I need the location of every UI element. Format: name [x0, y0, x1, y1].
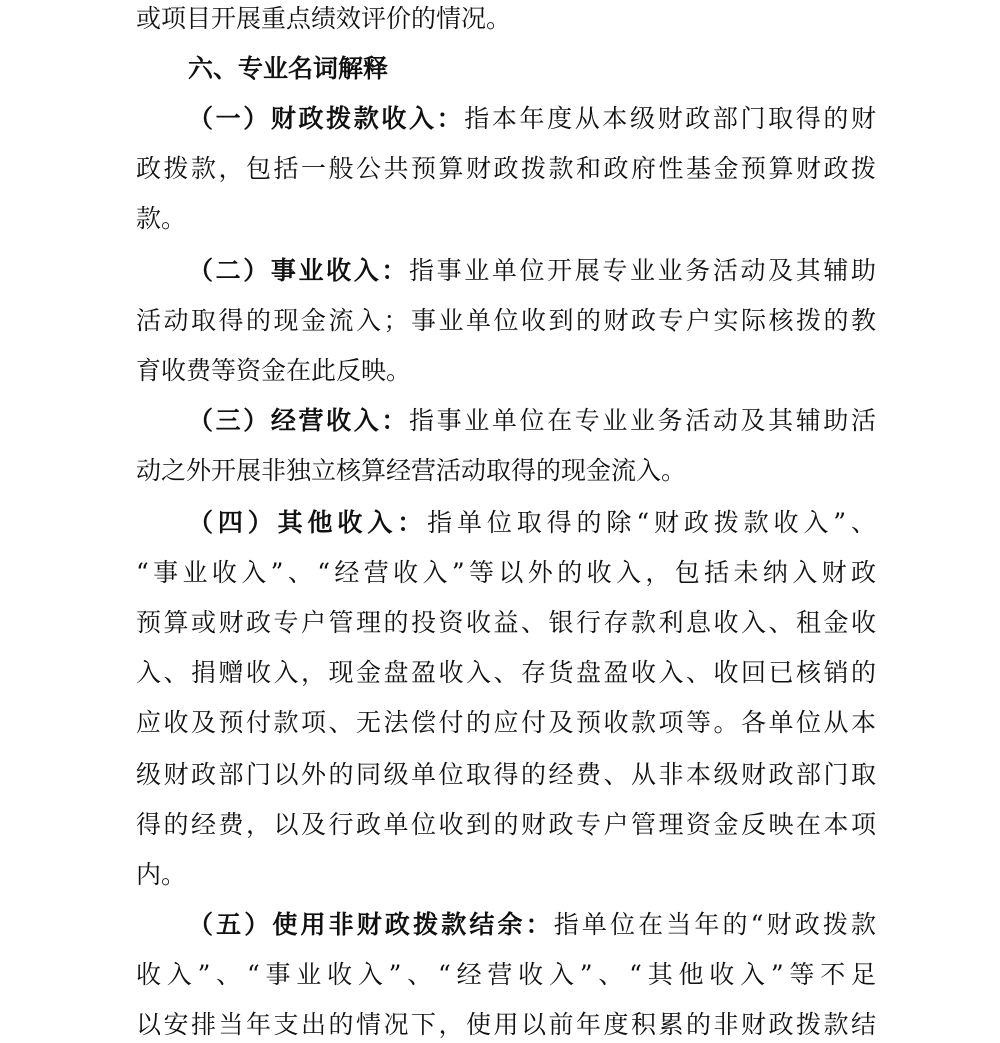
line-text: 政拨款，包括一般公共预算财政拨款和政府性基金预算财政拨	[136, 154, 876, 183]
paragraph-line	[136, 296, 876, 346]
line-text: 得的经费，以及行政单位收到的财政专户管理资金反映在本项	[136, 810, 876, 839]
line-text: “事业收入”、“经营收入”等以外的收入，包括未纳入财政	[136, 558, 876, 587]
line-text: 收入”、“事业收入”、“经营收入”、“其他收入”等不足	[136, 960, 876, 989]
line-text: 育收费等资金在此反映。	[136, 356, 412, 385]
paragraph-line	[136, 800, 876, 850]
line-text: 内。	[136, 860, 187, 889]
line-text: 指事业单位开展专业业务活动及其辅助	[409, 256, 876, 285]
paragraph-line	[136, 1000, 876, 1043]
paragraph-line	[136, 548, 876, 598]
paragraph-line	[136, 598, 876, 648]
paragraph-line	[136, 446, 876, 496]
paragraph-line	[136, 0, 876, 44]
term-label: （一）财政拨款收入：	[188, 104, 465, 133]
paragraph-line	[188, 900, 876, 950]
paragraph-line	[136, 346, 876, 396]
paragraph-line	[136, 648, 876, 698]
term-label: （三）经营收入：	[188, 406, 409, 435]
line-text: 应收及预付款项、无法偿付的应付及预收款项等。各单位从本	[136, 708, 876, 737]
line-text: 以安排当年支出的情况下，使用以前年度积累的非财政拨款结	[136, 1010, 876, 1039]
line-text: 指单位取得的除“财政拨款收入”、	[427, 508, 876, 537]
paragraph-line	[136, 950, 876, 1000]
line-text: 或项目开展重点绩效评价的情况。	[136, 4, 512, 33]
paragraph-line	[136, 144, 876, 194]
paragraph-line	[188, 498, 876, 548]
line-text: 活动取得的现金流入；事业单位收到的财政专户实际核拨的教	[136, 306, 876, 335]
term-label: （五）使用非财政拨款结余：	[188, 910, 554, 939]
line-text: 指单位在当年的“财政拨款	[553, 910, 876, 939]
line-text: 入、捐赠收入，现金盘盈收入、存货盘盈收入、收回已核销的	[136, 658, 876, 687]
paragraph-line	[136, 698, 876, 748]
heading-text: 六、专业名词解释	[188, 54, 389, 83]
term-label: （四）其他收入：	[188, 508, 428, 537]
paragraph-line	[188, 396, 876, 446]
paragraph-line	[136, 194, 876, 244]
section-heading	[188, 44, 488, 94]
line-text: 指事业单位在专业业务活动及其辅助活	[409, 406, 876, 435]
line-text: 动之外开展非独立核算经营活动取得的现金流入。	[136, 456, 687, 485]
paragraph-line	[188, 94, 876, 144]
line-text: 款。	[136, 204, 187, 233]
paragraph-line	[136, 850, 876, 900]
line-text: 级财政部门以外的同级单位取得的经费、从非本级财政部门取	[136, 760, 876, 789]
term-label: （二）事业收入：	[188, 256, 409, 285]
line-text: 预算或财政专户管理的投资收益、银行存款利息收入、租金收	[136, 608, 876, 637]
line-text: 指本年度从本级财政部门取得的财	[464, 104, 876, 133]
paragraph-line	[136, 750, 876, 800]
paragraph-line	[188, 246, 876, 296]
